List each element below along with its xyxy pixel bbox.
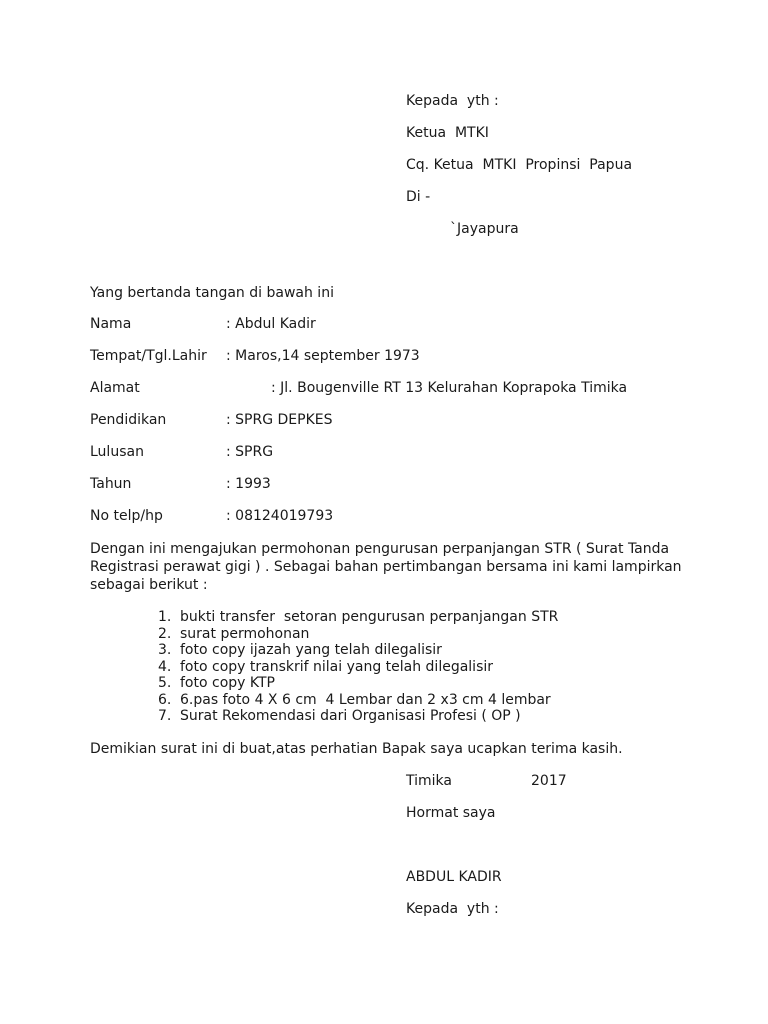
list-item-text: 6.pas foto 4 X 6 cm 4 Lembar dan 2 x3 cm 4 lembar [180,691,551,708]
field-value-telp: : 08124019793 [226,508,334,524]
field-label-telp: No telp/hp [90,508,163,524]
list-item [158,626,558,643]
field-label-nama: Nama [90,316,132,332]
list-item-number: 5. [158,675,172,691]
list-item-number: 6. [158,691,172,708]
list-item-number: 2. [158,625,172,642]
list-item-text: bukti transfer setoran pengurusan perpanjangan STR [180,609,559,625]
intro-text: Yang bertanda tangan di bawah ini [90,285,334,301]
list-item [158,675,558,692]
signature-place: Timika [406,773,452,789]
list-item [158,708,558,725]
field-value-nama: : Abdul Kadir [226,316,316,332]
list-item [158,609,558,626]
list-item-number: 4. [158,658,172,675]
list-item-text: foto copy KTP [180,675,275,691]
field-value-alamat: : Jl. Bougenville RT 13 Kelurahan Koprapoka Timika [271,380,628,396]
signature-name: ABDUL KADIR [406,869,502,885]
closing-text: Demikian surat ini di buat,atas perhatian Bapak saya ucapkan terima kasih. [90,741,623,757]
field-value-tahun: : 1993 [226,476,271,492]
field-value-ttl: : Maros,14 september 1973 [226,348,420,364]
attachment-list [158,609,558,725]
field-label-alamat: Alamat [90,380,140,396]
list-item-number: 1. [158,609,172,625]
field-label-pendidikan: Pendidikan [90,412,167,428]
signature-year: 2017 [531,773,567,789]
list-item-text: foto copy ijazah yang telah dilegalisir [180,642,442,658]
addressee-line-4: Di - [406,189,431,205]
list-item [158,642,558,659]
field-value-lulusan: : SPRG [226,444,274,460]
list-item [158,692,558,709]
signature-regards: Hormat saya [406,805,496,821]
field-label-tahun: Tahun [90,476,132,492]
list-item-text: foto copy transkrif nilai yang telah dilegalisir [180,658,494,675]
list-item-text: surat permohonan [180,625,310,642]
field-label-lulusan: Lulusan [90,444,144,460]
addressee-line-1: Kepada yth : [406,93,499,109]
list-item-number: 7. [158,708,172,724]
field-value-pendidikan: : SPRG DEPKES [226,412,333,428]
field-label-ttl: Tempat/Tgl.Lahir [90,348,207,364]
list-item [158,659,558,676]
list-item-number: 3. [158,642,172,658]
addressee-line-3: Cq. Ketua MTKI Propinsi Papua [406,157,633,173]
request-paragraph: Dengan ini mengajukan permohonan pengurusan perpanjangan STR ( Surat Tanda Registrasi perawat gigi ) . Sebagai bahan pertimbangan bersama ini kami lampirkan sebagai berikut : [90,541,682,593]
addressee-city: `Jayapura [450,221,519,237]
list-item-text: Surat Rekomendasi dari Organisasi Profesi ( OP ) [180,708,521,724]
addressee-line-2: Ketua MTKI [406,125,489,141]
next-page-header: Kepada yth : [406,901,499,917]
